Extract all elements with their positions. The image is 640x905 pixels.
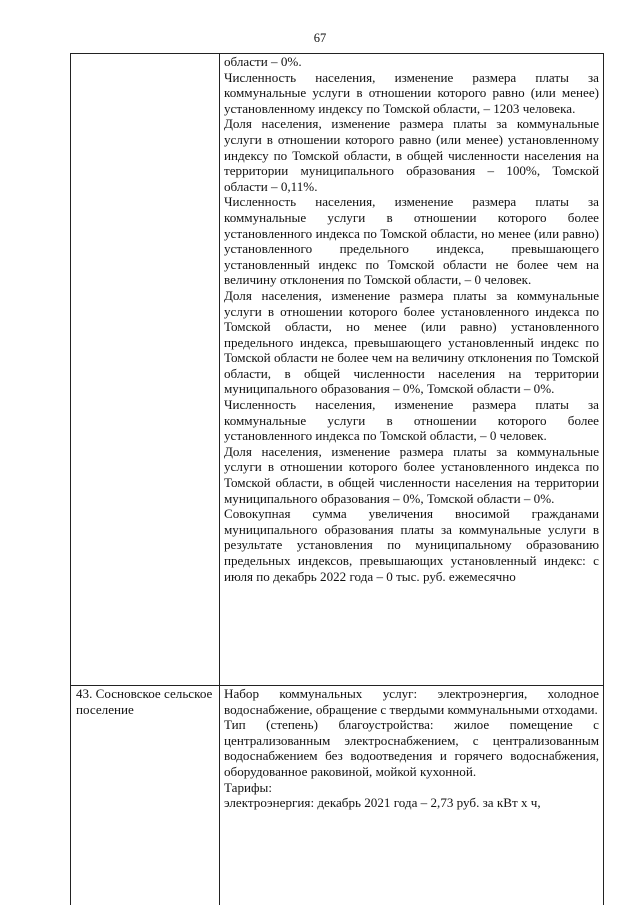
settlement-name: 43. Сосновское сельское поселение [76, 686, 213, 717]
paragraph: электроэнергия: декабрь 2021 года – 2,73 руб. за кВт х ч, [224, 795, 541, 811]
paragraph: Численность населения, изменение размера платы за коммунальные услуги в отношении которого равно (или менее) установленному индексу по Томской области, – 1203 человека. [224, 69, 599, 116]
paragraph: Тип (степень) благоустройства: жилое помещение с централизованным электроснабжением, с централизованным водоснабжением без водоотведения и горячего водоснабжения, оборудованное раковиной, мойкой кухонной. [224, 717, 599, 779]
paragraph: области – 0%. [224, 54, 302, 69]
table-row [71, 686, 604, 905]
settlements-table [70, 53, 604, 905]
paragraph: Численность населения, изменение размера платы за коммунальные услуги в отношении которого более установленного индекса по Томской области, – 0 человек. [224, 397, 599, 444]
settlement-name-cell [71, 54, 220, 686]
paragraph: Тарифы: [224, 779, 272, 795]
description-cell [220, 686, 604, 905]
description-cell [220, 54, 604, 686]
paragraph: Набор коммунальных услуг: электроэнергия, холодное водоснабжение, обращение с твердыми коммунальными отходами. [224, 686, 599, 717]
table-row [71, 54, 604, 686]
paragraph: Доля населения, изменение размера платы за коммунальные услуги в отношении которого более установленного индекса по Томской области, в общей численности населения на территории муниципального образования – 0%, Томской области – 0%. [224, 443, 599, 506]
page-number: 67 [313, 31, 327, 45]
paragraph: Численность населения, изменение размера платы за коммунальные услуги в отношении которого более установленного индекса по Томской области, но менее (или равно) установленного предельного индекса, превышающего установленный индекс по Томской области не более чем на величину отклонения по Томской области, – 0 человек. [224, 194, 599, 288]
settlement-name-cell [71, 686, 220, 905]
paragraph: Доля населения, изменение размера платы за коммунальные услуги в отношении которого более установленного индекса по Томской области, но менее (или равно) установленного предельного индекса, превышающего установленный индекс по Томской области не более чем на величину отклонения по Томской области, в общей численности населения на территории муниципального образования – 0%, Томской области – 0%. [224, 287, 599, 397]
paragraph: Доля населения, изменение размера платы за коммунальные услуги в отношении которого равно (или менее) установленному индексу по Томской области, в общей численности населения на территории муниципального образования – 100%, Томской области – 0,11%. [224, 116, 599, 194]
paragraph: Совокупная сумма увеличения вносимой гражданами муниципального образования платы за коммунальные услуги в результате установления по муниципальному образованию предельных индексов, превышающих установленный индекс: с июля по декабрь 2022 года – 0 тыс. руб. ежемесячно [224, 506, 599, 584]
